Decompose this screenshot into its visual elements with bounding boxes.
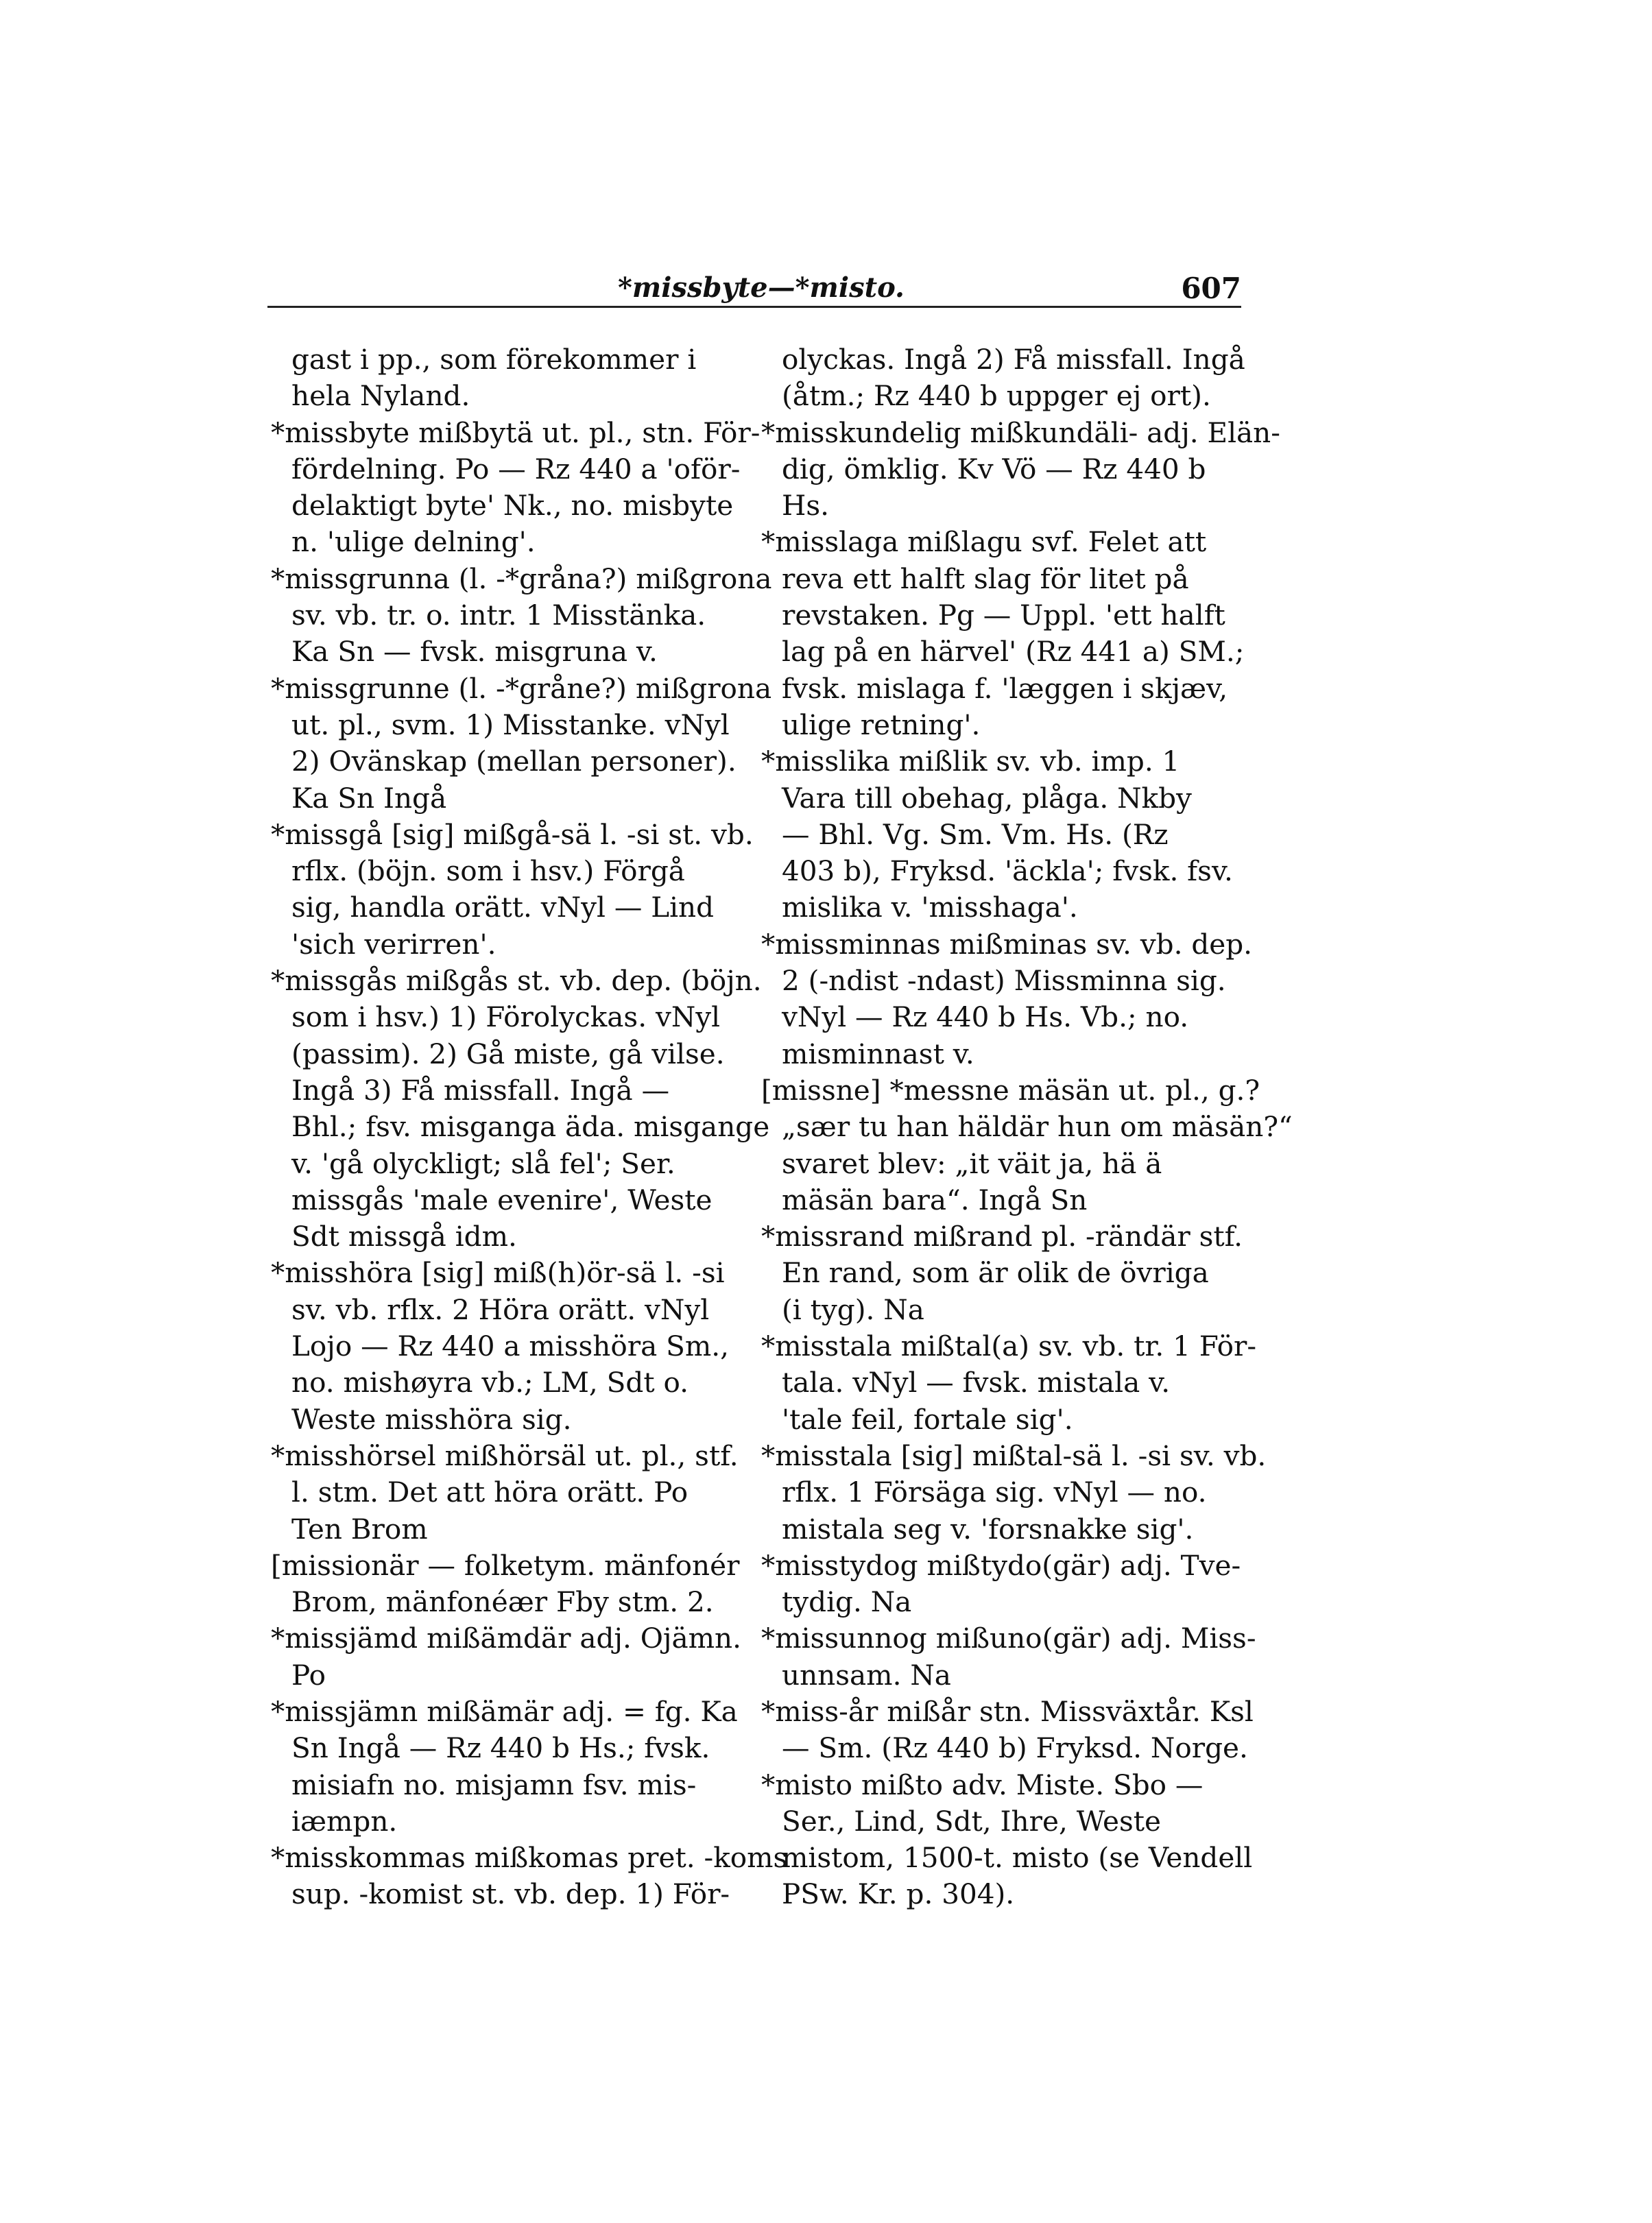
header-rule — [267, 306, 1241, 308]
text-line: [missionär — folketym. mänfonér — [271, 1548, 740, 1582]
text-line: sup. -komist st. vb. dep. 1) För- — [291, 1877, 730, 1911]
text-line: Brom, mänfonéær Fby stm. 2. — [291, 1585, 714, 1619]
text-line: vNyl — Rz 440 b Hs. Vb.; no. — [782, 1000, 1189, 1034]
text-line: rflx. 1 Försäga sig. vNyl — no. — [782, 1476, 1207, 1509]
text-line: missgås 'male evenire', Weste — [291, 1183, 713, 1216]
text-line: *misstala [sig] mißtal-sä l. -si sv. vb. — [761, 1439, 1267, 1472]
text-line: Lojo — Rz 440 a misshöra Sm., — [291, 1330, 730, 1363]
text-line: [missne] *messne mäsän ut. pl., g.? — [761, 1073, 1260, 1107]
text-line: revstaken. Pg — Uppl. 'ett halft — [782, 599, 1225, 632]
text-line: Bhl.; fsv. misganga äda. misgange — [291, 1110, 770, 1144]
text-line: *missgå [sig] mißgå-sä l. -si st. vb. — [271, 817, 754, 851]
text-line: Hs. — [782, 489, 829, 522]
text-line: l. stm. Det att höra orätt. Po — [291, 1476, 689, 1509]
right-column — [761, 341, 1293, 1913]
text-line: *missgrunna (l. -*gråna?) mißgrona — [271, 562, 772, 595]
text-line: svaret blev: „it väit ja, hä ä — [782, 1146, 1162, 1180]
text-line: *miss-år mißår stn. Missväxtår. Ksl — [761, 1694, 1254, 1728]
text-line: *missjämn mißämär adj. = fg. Ka — [271, 1694, 738, 1728]
text-line: lag på en härvel' (Rz 441 a) SM.; — [782, 635, 1245, 669]
text-line: (passim). 2) Gå miste, gå vilse. — [291, 1037, 725, 1070]
left-column — [271, 341, 788, 1913]
text-line: iæmpn. — [291, 1804, 398, 1838]
text-line: misminnast v. — [782, 1037, 974, 1070]
text-line: Vara till obehag, plåga. Nkby — [782, 781, 1192, 815]
text-line: 'tale feil, fortale sig'. — [782, 1402, 1073, 1436]
text-line: mäsän bara“. Ingå Sn — [782, 1183, 1088, 1216]
text-line: n. 'ulige delning'. — [291, 525, 536, 559]
text-line: gast i pp., som förekommer i — [291, 343, 697, 376]
text-line: Ka Sn Ingå — [291, 781, 447, 815]
text-line: Ten Brom — [291, 1512, 428, 1546]
text-line: 403 b), Fryksd. 'äckla'; fvsk. fsv. — [782, 854, 1233, 888]
text-line: *missjämd mißämdär adj. Ojämn. — [271, 1622, 741, 1655]
text-line: ulige retning'. — [782, 708, 981, 741]
text-line: *misstydog mißtydo(gär) adj. Tve- — [761, 1548, 1241, 1582]
text-line: Ka Sn — fvsk. misgruna v. — [291, 635, 658, 669]
text-line: *misslaga mißlagu svf. Felet att — [761, 525, 1207, 559]
text-line: ut. pl., svm. 1) Misstanke. vNyl — [291, 708, 730, 741]
text-line: mislika v. 'misshaga'. — [782, 891, 1078, 924]
text-line: *misto mißto adv. Miste. Sbo — — [761, 1768, 1204, 1801]
text-line: (åtm.; Rz 440 b uppger ej ort). — [782, 379, 1211, 413]
text-line: 2 (-ndist -ndast) Missminna sig. — [782, 964, 1226, 998]
text-line: Sdt missgå idm. — [291, 1220, 517, 1253]
text-line: delaktigt byte' Nk., no. misbyte — [291, 489, 734, 522]
text-line: fvsk. mislaga f. 'læggen i skjæv, — [782, 671, 1228, 705]
text-line: no. mishøyra vb.; LM, Sdt o. — [291, 1366, 689, 1399]
text-line: 'sich verirren'. — [291, 927, 496, 961]
text-line: „sær tu han häldär hun om mäsän?“ — [782, 1110, 1293, 1144]
text-line: 2) Ovänskap (mellan personer). — [291, 745, 737, 778]
text-line: mistom, 1500-t. misto (se Vendell — [782, 1841, 1253, 1875]
text-line: fördelning. Po — Rz 440 a 'oför- — [291, 452, 741, 485]
text-line: tala. vNyl — fvsk. mistala v. — [782, 1366, 1171, 1399]
text-line: unnsam. Na — [782, 1658, 951, 1692]
text-line: sig, handla orätt. vNyl — Lind — [291, 891, 715, 924]
text-line: Ser., Lind, Sdt, Ihre, Weste — [782, 1804, 1162, 1838]
text-line: v. 'gå olyckligt; slå fel'; Ser. — [291, 1146, 675, 1180]
text-line: *misshöra [sig] miß(h)ör-sä l. -si — [271, 1256, 725, 1290]
text-line: hela Nyland. — [291, 379, 470, 413]
text-line: *misshörsel mißhörsäl ut. pl., stf. — [271, 1439, 739, 1472]
text-line: *missunnog mißuno(gär) adj. Miss- — [761, 1622, 1256, 1655]
text-line: *missminnas mißminas sv. vb. dep. — [761, 927, 1253, 961]
text-line: Po — [291, 1658, 326, 1692]
text-line: *missgås mißgås st. vb. dep. (böjn. — [271, 964, 762, 998]
text-line: *misstala mißtal(a) sv. vb. tr. 1 För- — [761, 1330, 1257, 1363]
text-line: — Sm. (Rz 440 b) Fryksd. Norge. — [782, 1731, 1248, 1765]
text-line: En rand, som är olik de övriga — [782, 1256, 1209, 1290]
text-line: *misskommas mißkomas pret. -koms — [271, 1841, 788, 1875]
running-title: *missbyte—*misto. — [618, 272, 905, 304]
text-line: Sn Ingå — Rz 440 b Hs.; fvsk. — [291, 1731, 710, 1765]
text-line: Ingå 3) Få missfall. Ingå — — [291, 1073, 670, 1107]
text-line: reva ett halft slag för litet på — [782, 562, 1189, 595]
text-line: misiafn no. misjamn fsv. mis- — [291, 1768, 697, 1801]
text-line: som i hsv.) 1) Förolyckas. vNyl — [291, 1000, 721, 1034]
text-line: Weste misshöra sig. — [291, 1402, 572, 1436]
text-line: PSw. Kr. p. 304). — [782, 1877, 1015, 1911]
text-line: *missgrunne (l. -*gråne?) mißgrona — [271, 671, 772, 705]
text-line: olyckas. Ingå 2) Få missfall. Ingå — [782, 343, 1245, 376]
text-line: *misskundelig mißkundäli- adj. Elän- — [761, 416, 1280, 449]
text-line: *misslika mißlik sv. vb. imp. 1 — [761, 745, 1180, 778]
text-line: tydig. Na — [782, 1585, 912, 1619]
text-line: *missbyte mißbytä ut. pl., stn. För- — [271, 416, 761, 449]
text-line: *missrand mißrand pl. -rändär stf. — [761, 1220, 1243, 1253]
text-line: rflx. (böjn. som i hsv.) Förgå — [291, 854, 685, 888]
text-line: (i tyg). Na — [782, 1293, 924, 1326]
text-line: mistala seg v. 'forsnakke sig'. — [782, 1512, 1194, 1546]
text-line: — Bhl. Vg. Sm. Vm. Hs. (Rz — [782, 817, 1169, 851]
text-line: sv. vb. tr. o. intr. 1 Misstänka. — [291, 599, 706, 632]
page-number: 607 — [1181, 272, 1241, 305]
text-line: sv. vb. rflx. 2 Höra orätt. vNyl — [291, 1293, 710, 1326]
text-line: dig, ömklig. Kv Vö — Rz 440 b — [782, 452, 1206, 485]
